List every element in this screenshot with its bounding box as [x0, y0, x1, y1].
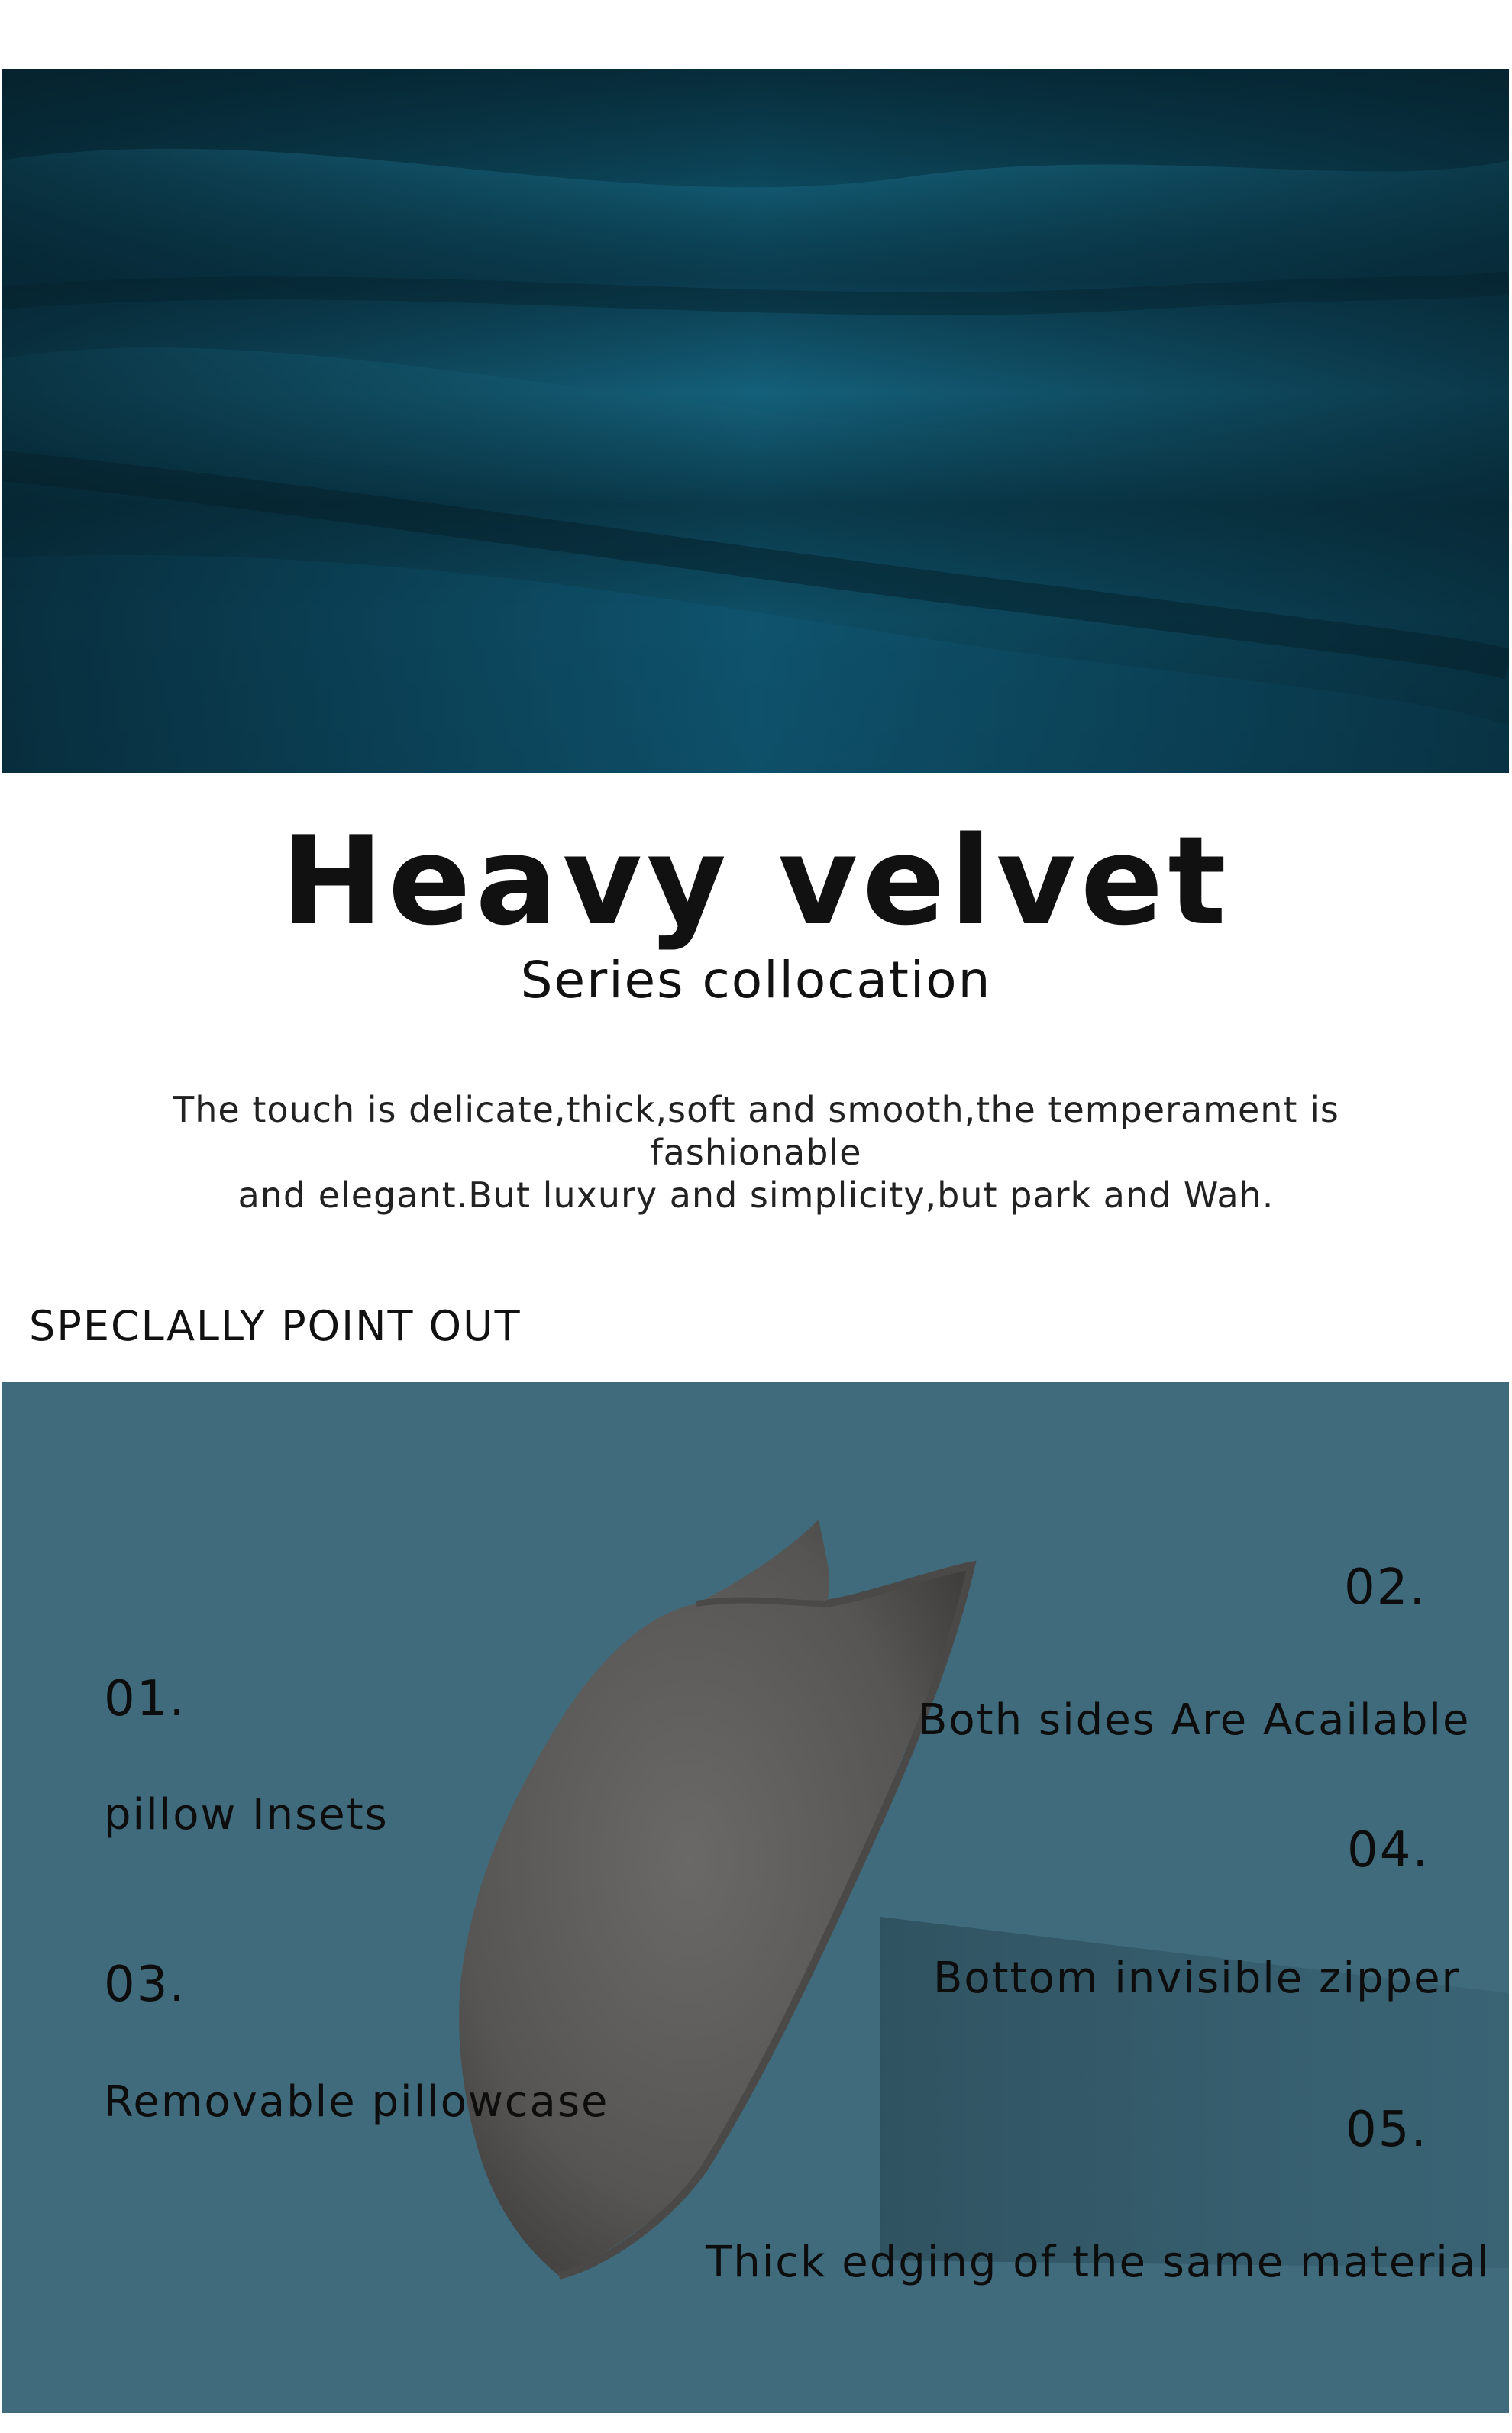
velvet-fabric-image: [2, 69, 1509, 773]
feature-label-05: Thick edging of the same material: [706, 2238, 1491, 2287]
feature-number-04: 04.: [1347, 1822, 1430, 1879]
feature-label-02: Both sides Are Acailable: [918, 1695, 1471, 1745]
feature-label-03: Removable pillowcase: [104, 2077, 609, 2127]
feature-number-05: 05.: [1346, 2102, 1428, 2158]
velvet-folds-graphic: [2, 69, 1509, 773]
feature-panel: [2, 1382, 1509, 2413]
section-heading: SPECLALLY POINT OUT: [29, 1302, 522, 1350]
feature-label-04: Bottom invisible zipper: [933, 1953, 1461, 2003]
feature-number-02: 02.: [1344, 1559, 1426, 1616]
feature-number-01: 01.: [104, 1671, 186, 1727]
page-subtitle: Series collocation: [520, 951, 992, 1010]
feature-label-01: pillow Insets: [104, 1790, 389, 1840]
pillow-image: [444, 1512, 994, 2291]
description-line-2: and elegant.But luxury and simplicity,but park and Wah.: [237, 1174, 1275, 1216]
description: [61, 1088, 1451, 1216]
description-line-1: The touch is delicate,thick,soft and smooth,the temperament is fashionable: [173, 1089, 1339, 1173]
page-title: Heavy velvet: [281, 809, 1231, 952]
feature-number-03: 03.: [104, 1956, 186, 2013]
